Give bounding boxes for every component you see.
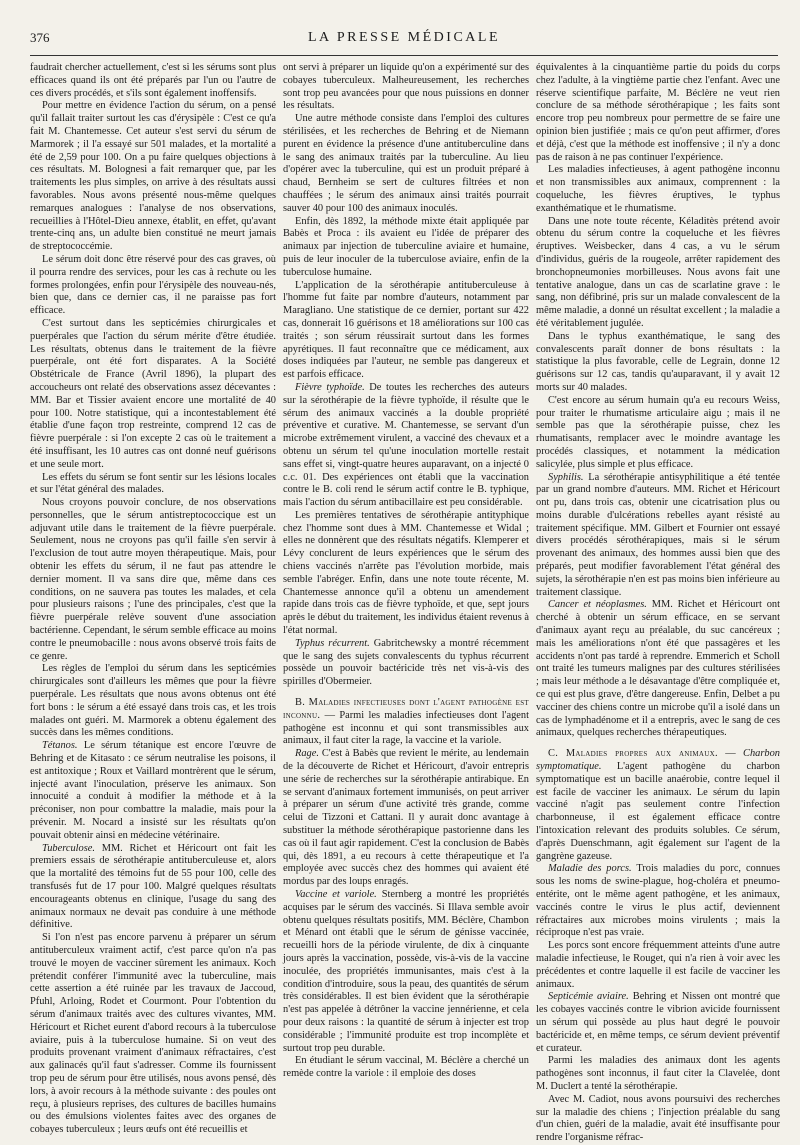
section-title-septicemie: Septicémie aviaire. [548, 991, 629, 1003]
text-column-3 [536, 62, 780, 1144]
header-rule [30, 55, 778, 56]
paragraph: ont servi à préparer un liquide qu'on a expérimenté sur des cobayes tuberculeux. Malheureusement, les recherches sont trop peu avancées pour que nous puissions en donner les résultats. [283, 62, 529, 112]
paragraph [283, 638, 529, 689]
paragraph: Avec M. Cadiot, nous avons poursuivi des recherches sur la maladie des chiens ; l'injection préalable du sang d'un chien, guéri de la maladie, avait été insuffisante pour rendre l'organisme réfrac- [536, 1093, 780, 1144]
paragraph: Enfin, dès 1892, la méthode mixte était appliquée par Babès et Proca : ils avaient eu l'idée de préparer des animaux par injection de tuberculine aviaire et humaine, puis de leur inoculer de la tuberculose aviaire, enfin de la tuberculose humaine. [283, 215, 529, 278]
paragraph: Les porcs sont encore fréquemment atteints d'une autre maladie infectieuse, le Rouget, qui n'a rien à voir avec les précédentes et contre laquelle il est facile de vacciner les animaux. [536, 940, 780, 990]
paragraph: L'application de la sérothérapie antituberculeuse à l'homme fut faite par nombre d'auteurs, notamment par Maragliano. Une statistique de ce dernier, portant sur 422 cas, donnerait 16 guérisons et 18 améliorations sur 100 cas traités ; son sérum réussirait surtout dans les formes apyrétiques. Il faut reconnaître que ce médicament, aux doses indiquées par l'auteur, ne semble pas dangereux et est parfois efficace. [283, 279, 529, 381]
paragraph [283, 889, 529, 1055]
paragraph-text: C'est à Babès que revient le mérite, au lendemain de la découverte de Richet et Héricourt, d'avoir entrepris une série de recherches sur la sérothérapie antirabique. En se servant d'animaux fortement immunisés, on peut arriver à préparer un sérum d'une activité très grande, comme celui de Tizzoni et Cattani. Il y aurait donc avantage à substituer la méthode sérothérapique pastorienne dans les cas où il faut agir rapidement. C'est la conclusion de Babès qui, dès 1891, a eu recours à cette thérapeutique et l'a employée avec succès chez des hommes qui avaient été mordus par des loups enragés. [283, 748, 529, 888]
paragraph: Dans une note toute récente, Kéladitès prétend avoir obtenu du sérum contre la coqueluche et les fièvres éruptives. Weisbecker, dans 4 cas, a vu le sérum d'individus, guéris de la rougeole, arrêter rapidement des bronchopneumonies morbilleuses. Nous avons fait une tentative analogue, dans un cas de scarlatine grave : le sang, non défibriné, pris sur un malade convalescent de la même maladie, a donné un résultat excellent ; la maladie a été véritablement jugulée. [536, 215, 780, 329]
paragraph-text: MM. Richet et Héricourt ont fait les premiers essais de sérothérapie antituberculeuse et, alors que la mortalité des témoins fut de 55 pour 100, celle des transfusés fut de 17 pour 100. Malgré quelques résultats encourageants obtenus en clinique, l'usage du sang des animaux normaux ne devait pas conduire à une méthode définitive. [30, 842, 276, 931]
section-title-tuberculose: Tuberculose. [42, 842, 96, 854]
paragraph: Pour mettre en évidence l'action du sérum, on a pensé qu'il fallait traiter surtout les cas d'érysipèle : C'est ce qu'a fait M. Chantemesse. Cet auteur s'est servi du sérum de Marmorek ; il l'a essayé sur 501 malades, et la mortalité a été de 2,59 pour 100. On a pu faire quelques objections à ces résultats. M. Bolognesi a fait remarquer que, par les traitements les plus simples, on arrive à des résultats aussi favorables. Nous avons présenté nous-même quelques remarques analogues : l'analyse de nos observations, recueillies à l'Hôtel-Dieu annexe, établit, en effet, qu'avant trente-cinq ans, un adulte bien constitué ne meurt jamais de streptococcémie. [30, 100, 276, 253]
paragraph-text: De toutes les recherches des auteurs sur la sérothérapie de la fièvre typhoïde, il résulte que le sérum des animaux vaccinés a la double propriété préventive et curative. M. Chantemesse, se servant d'un microbe extrêmement virulent, a vacciné des chevaux et a obtenu un sérum tel qu'une inoculation mortelle restait sans effet si, vingt-quatre heures auparavant, on a injecté 0 c.c. 01. Des expériences ont établi que la vaccination contre le B. coli rend le sérum actif contre le B. typhique, mais l'action du sérum antibacillaire est peu considérable. [283, 381, 529, 509]
paragraph-text: Trois maladies du porc, connues sous les noms de swine-plague, hog-choléra et pneumo-entérite, ont le même agent pathogène, et les animaux, vaccinés contre le virus le plus actif, deviennent réfractaires aux microbes moins virulents ; mais la réciproque n'est pas vraie. [536, 863, 780, 939]
paragraph [536, 599, 780, 740]
paragraph: faudrait chercher actuellement, c'est si les sérums sont plus efficaces quand ils ont été préparés par l'un ou l'autre de ces divers procédés, et s'ils sont également inoffensifs. [30, 62, 276, 99]
page-number: 376 [30, 30, 50, 45]
section-title-typhoide: Fièvre typhoïde. [295, 381, 365, 393]
paragraph: équivalentes à la cinquantième partie du poids du corps chez l'adulte, à la vingtième partie chez l'enfant. Avec une réserve scientifique parfaite, M. Béclère ne veut rien conclure de sa méthode sérothérapique ; les faits sont encore trop peu nombreux pour permettre de se faire une opinion bien justifiée ; mais ce qu'on peut affirmer, d'ores et déjà, c'est que la méthode est inoffensive ; il n'y a donc pas de raison à ne pas continuer l'expérience. [536, 62, 780, 163]
paragraph: Le sérum doit donc être réservé pour des cas graves, où il pourra rendre des services, pour les cas à rechute ou les formes prolongées, enfin pour l'érysipèle des nouveau-nés, bien que, dans ce dernier cas, il ne paraisse pas fort efficace. [30, 253, 276, 317]
section-title-charbon: Charbon symptomatique. [536, 748, 780, 773]
section-heading [283, 697, 529, 748]
paragraph: Les maladies infectieuses, à agent pathogène inconnu et non transmissibles aux animaux, comprennent : la coqueluche, les fièvres éruptives, le typhus exanthématique et le rhumatisme. [536, 164, 780, 214]
section-title-cancer: Cancer et néoplasmes. [548, 599, 647, 611]
section-title-porcs: Maladie des porcs. [548, 863, 632, 875]
paragraph [30, 740, 276, 842]
section-intro: — Parmi les maladies infectieuses dont l'agent pathogène est inconnu et qui sont transmissibles aux animaux, il faut citer la rage, la vaccine et la variole. [283, 709, 529, 747]
paragraph [283, 382, 529, 510]
page-header [30, 30, 778, 56]
section-heading: C. Maladies propres aux animaux. — Charbon symptomatique. L'agent pathogène du charbon symptomatique est un bacille anaérobie, contre lequel il est facile de vacciner les animaux. Le sérum du lapin vacciné n'agit pas seulement contre l'infection charbonneuse, il est également efficace contre l'intoxication relevant des produits solubles. Ce sérum, d'après Duenschmann, agit également sur l'agent de la gangrène gazeuse. [536, 748, 780, 862]
paragraph: Nous croyons pouvoir conclure, de nos observations personnelles, que le sérum antistreptococcique est un adjuvant utile dans le traitement de la fièvre puerpérale. Seulement, nous ne croyons pas qu'il faille s'en servir à l'exclusion de tout autre moyen thérapeutique. Mais, pour obtenir les effets du sérum, il ne faut pas attendre le dernier moment. Il va sans dire que, même dans ces conditions, on ne sauvera pas toutes les malades, et cela pour plusieurs raisons ; l'une des principales, c'est que la fièvre puerpérale relève souvent d'une association bactérienne. Cependant, le sérum semble efficace au moins contre le pneumobacille : nous avons observé trois faits de ce genre. [30, 497, 276, 662]
section-title-typhus: Typhus récurrent. [295, 637, 370, 649]
section-title-tetanos: Tétanos. [42, 740, 78, 752]
section-label-b: B. Maladies infectieuses dont l'agent pathogène est inconnu. [283, 697, 529, 721]
section-title-rage: Rage. [295, 748, 319, 760]
paragraph: C'est encore au sérum humain qu'a eu recours Weiss, pour traiter le rhumatisme articulaire aigu ; mais il ne semble pas que la sérothérapie puisse, chez les rhumatisants, remplacer avec le moindre avantage les procédés classiques, et notamment la médication salicylée, plus simple et plus efficace. [536, 394, 780, 470]
paragraph-text: Gabritchewsky a montré récemment que le sang des sujets convalescents du typhus récurrent possède un pouvoir bactéricide très net vis-à-vis des spirilles d'Obermeier. [283, 637, 529, 688]
paragraph: Si l'on n'est pas encore parvenu à préparer un sérum antituberculeux vraiment actif, c'est parce qu'on n'a pas trouvé le moyen de vacciner sûrement les animaux. Koch prétendit conférer l'immunité avec la tuberculine, mais cette assertion a été ruinée par les travaux de Jaccoud, Pfuhl, Arloing, Rodet et Courmont. Pour l'obtention du sérum d'animaux traités avec des cultures vivantes, MM. Héricourt et Richet eurent d'abord recours à la tuberculose aviaire, puis à la tuberculose humaine. Si on veut des produits provenant vraiment d'animaux réfractaires, c'est aux galinacés qu'il faut s'adresser. Comme ils fournissent trop peu de sérum pour être utilisés, nous avons pensé, dès lors, à avoir recours à la méthode suivante : des poules ont reçu, à plusieurs reprises, des cultures de bacilles humains ou des émulsions violentes faites avec des organes de cobayes tuberculeux ; leurs œufs ont été recueillis et [30, 932, 276, 1136]
journal-title: LA PRESSE MÉDICALE [307, 30, 500, 45]
paragraph: Dans le typhus exanthématique, le sang des convalescents paraît donner de bons résultats : la statistique la plus favorable, celle de Legrain, donne 12 guérisons sur 12 cas, tandis qu'auparavant, il y avait 12 morts sur 40 malades. [536, 330, 780, 393]
paragraph-text: Behring et Nissen ont montré que les cobayes vaccinés contre le vibrion avicide fournissent un sérum qui possède au plus haut degré le pouvoir bactéricide et, en même temps, ce sérum devient préventif et curateur. [536, 991, 780, 1054]
paragraph: C'est surtout dans les septicémies chirurgicales et puerpérales que l'action du sérum mérite d'être étudiée. Les résultats, obtenus dans le traitement de la fièvre puerpérale, ont été fort disparates. A la Société Obstétricale de France (Avril 1896), la plupart des accoucheurs ont relaté des observations assez décevantes : MM. Bar et Tissier avaient encore une mortalité de 40 pour 100. Notre statistique, qui a incontestablement été établie d'une façon trop restreinte, comprend 12 cas de fièvre puerpérale : si l'on excepte 2 cas où le traitement a été insuffisant, les 10 autres cas ont donné neuf guérisons et une seule mort. [30, 317, 276, 470]
paragraph: Une autre méthode consiste dans l'emploi des cultures stérilisées, et les recherches de Behring et de Niemann purent en évidence la présence d'une antituberculine dans le sang des animaux traités par la tuberculine. Au lieu d'opérer avec la tuberculine, qui est un produit préparé à chaud, Bernheim se sert de cultures filtrées et non chauffées ; le sérum des animaux ainsi traités pourrait sauver 40 pour 100 des animaux inoculés. [283, 113, 529, 214]
section-spacer [283, 689, 529, 697]
paragraph-text: L'agent pathogène du charbon symptomatique est un bacille anaérobie, contre lequel il est facile de vacciner les animaux. Le sérum du lapin vacciné n'agit pas seulement contre l'infection charbonneuse, il est également efficace contre l'intoxication relevant des produits solubles. Ce sérum, d'après Duenschmann, agit également sur l'agent de la gangrène gazeuse. [536, 761, 780, 862]
paragraph-text: Sternberg a montré les propriétés acquises par le sérum des vaccinés. Si Illava semble avoir obtenu quelques résultats positifs, MM. Béclère, Chambon et Ménard ont établi que le sérum de génisse vaccinée, recueilli hors de la période virulente, de dix à cinquante jours après la vaccination, possède, vis-à-vis de la vaccine inoculée, des propriétés immunisantes, mais c'est à la condition d'introduire, sous la peau, des quantités de sérum très considérables. Il est bien évident que la sérothérapie n'est pas appelée à détrôner la vaccine jennérienne, et cela pour deux raisons : la quantité de sérum à injecter est trop considérable ; l'immunité produite est trop incomplète et surtout trop peu durable. [283, 889, 529, 1054]
paragraph: En étudiant le sérum vaccinal, M. Béclère a cherché un remède contre la variole : il emploie des doses [283, 1055, 529, 1080]
paragraph-text: MM. Richet et Héricourt ont cherché à obtenir un sérum efficace, en se servant d'animaux ayant reçu au préalable, du suc cancéreux ; mais les améliorations n'ont été que passagères et les accidents n'ont pas tardé à reprendre. Emmerich et Scholl ont traité les tumeurs malignes par des cultures stérilisées ; mais leur méthode a le désavantage d'être compliquée et, ce qui est plus grave, d'être dangereuse. Enfin, Delbet a pu vacciner des chiens contre un microbe qu'il a isolé dans un cas de lymphadénome et il a entrepris, avec le sang de ces animaux, quelques recherches thérapeutiques. [536, 599, 780, 739]
paragraph: Les règles de l'emploi du sérum dans les septicémies chirurgicales sont d'ailleurs les mêmes que pour la fièvre puerpérale. Les résultats que nous avons obtenus ont été fort bons : le sérum a été essayé dans trois cas, et les trois malades ont guéri. M. Marmorek a obtenu également des succès dans les mêmes conditions. [30, 663, 276, 739]
paragraph [536, 863, 780, 940]
paragraph [536, 472, 780, 600]
paragraph: Les effets du sérum se font sentir sur les lésions locales et sur l'état général des malades. [30, 471, 276, 496]
text-column-1 [30, 62, 276, 1136]
section-label-c: C. Maladies propres aux animaux. [548, 748, 718, 760]
paragraph-text: La sérothérapie antisyphilitique a été tentée par un grand nombre d'auteurs. MM. Richet et Héricourt ont pu, dans trois cas, obtenir une cicatrisation plus ou moins durable d'ulcérations rebelles ayant résisté au traitement spécifique. MM. Gilbert et Fournier ont essayé divers procédés sérothérapiques, mais si le sérum provenant des animaux, des hommes aussi bien que des préparés, peut modifier favorablement l'état général des sujets, la sérothérapie n'en est pas moins bien inférieure au traitement classique. [536, 471, 780, 598]
paragraph-text: Le sérum tétanique est encore l'œuvre de Behring et de Kitasato : ce sérum neutralise les poisons, il est antitoxique ; Roux et Vaillard montrèrent que le sérum, injecté avant l'inoculation, préserve les animaux. Son innocuité a conduit à modifier la méthode et à la préconiser, non pour combattre la maladie, mais pour la prévenir. M. Nocard a insisté sur les résultats qu'on pouvait obtenir ainsi en médecine vétérinaire. [30, 740, 276, 841]
paragraph: Les premières tentatives de sérothérapie antityphique chez l'homme sont dues à MM. Chantemesse et Widal ; elles ne donnèrent que des résultats négatifs. Klemperer et Lévy conclurent de leurs expériences que le sérum des chiens vaccinés n'arrête pas l'évolution morbide, mais semble l'abréger. Enfin, dans une note toute récente, M. Chantemesse annonce qu'il a obtenu un amendement rapide dans trois cas de fièvre typhoïde, et que, sept jours après le début du traitement, les individus étaient revenus à l'état normal. [283, 509, 529, 637]
paragraph [536, 991, 780, 1055]
section-title-vaccine: Vaccine et variole. [295, 889, 377, 900]
section-spacer [536, 740, 780, 748]
text-column-2 [283, 62, 529, 1108]
paragraph [30, 843, 276, 933]
section-title-syphilis: Syphilis. [548, 471, 584, 483]
paragraph [283, 748, 529, 889]
paragraph: Parmi les maladies des animaux dont les agents pathogènes sont inconnus, il faut citer la Clavelée, dont M. Duclert a tenté la sérothérapie. [536, 1055, 780, 1092]
